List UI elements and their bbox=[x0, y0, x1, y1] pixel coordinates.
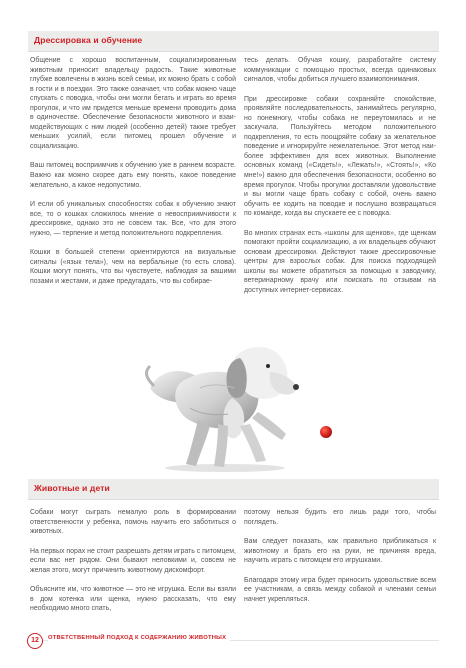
paragraph: Ваш питомец восприимчив к обучению уже в раннем возрасте. Важно как можно скорее дать ему понять, какое поведение желательно, а какое недопустимо. bbox=[30, 162, 236, 189]
footer-title: ОТВЕТСТВЕННЫЙ ПОДХОД К СОДЕРЖАНИЮ ЖИВОТНЫХ bbox=[48, 635, 230, 641]
page-number: 12 bbox=[27, 633, 43, 649]
paragraph: Вам следует показать, как правильно приближаться к животному и брать его на руки, не причиняя вреда, научить играть с питомцем его игрушками. bbox=[244, 538, 436, 565]
paragraph: И если об уникальных способностях собак к обучению знают все, то о кошках сложилось мнение о невосприимчивости к дрессировке, однако это не совсем так. Все, что для этого нужно, — терпение и метод положительного подкрепления. bbox=[30, 201, 236, 237]
paragraph: поэтому нельзя будить его лишь ради того, чтобы поглядеть. bbox=[244, 509, 436, 526]
section-title-kids: Животные и дети bbox=[34, 483, 110, 493]
section-header-training bbox=[28, 31, 439, 52]
page-footer bbox=[0, 630, 466, 654]
paragraph: На первых порах не стоит разрешать детям играть с питомцем, если вас нет рядом. Они бывают неловкими и, совсем не желая этого, могут причинить животному дискомфорт. bbox=[30, 547, 236, 574]
paragraph: тесь делать. Обучая кошку, разработайте систему коммуникации с помощью простых, всегда одинаковых сигналов, чтобы добиться лучшего взаимопонимания. bbox=[244, 57, 436, 84]
paragraph: Общение с хорошо воспитанным, социализированным животным приносит владельцу радость. Такие животные глубже вовлечены в жизнь всей семьи, их можно брать с собой в гости и в поездки. Это также означает, что собак можно чаще спускать с поводка, чтобы они могли бегать и играть во время прогулок, и что им придется меньше времени проводить дома в одиночестве. Обеспечение безопасности животного и взаимодействующих с ним людей (особенно детей) также требует меньших усилий, если питомец прошел обучение и социализацию. bbox=[30, 57, 236, 150]
paragraph: Объясните им, что животное — это не игрушка. Если вы взяли в дом котенка или щенка, нужно рассказать, что ему необходимо много спать, bbox=[30, 586, 236, 613]
kids-left-column bbox=[30, 508, 236, 614]
dog-with-ball-illustration bbox=[140, 328, 365, 476]
kids-right-column bbox=[244, 508, 436, 604]
training-left-column bbox=[30, 56, 236, 286]
section-title-training: Дрессировка и обучение bbox=[34, 35, 143, 45]
paragraph: Кошки в большей степени ориентируются на визуальные сигналы («язык тела»), чем на вербальные (то есть слова). Кошки могут понять, что вы чувствуете, наблюдая за вашими позами и жестами, и даже предугадать, что вы собирае- bbox=[30, 249, 236, 285]
paragraph: При дрессировке собаки сохраняйте спокойствие, проявляйте последовательность, занимайтесь регулярно, но понемногу, чтобы собака не переутомилась и не заскучала. Пользуйтесь методом положительного подкрепления, то есть поощряйте собаку за желательное поведение и игнорируйте нежелательное. Этот метод наиболее эффективен для всех животных. Выполнение основных команд («Сидеть!», «Лежать!», «Стоять!», «Ко мне!») важно для обеспечения безопасности, особенно во время прогулок. Чтобы прогулки доставляли удовольствие и вы могли чаще брать собаку с собой, очень важно обучить ее ходить на поводке и послушно возвращаться по команде, когда вы спускаете ее с поводка. bbox=[244, 95, 436, 218]
paragraph: Благодаря этому игра будет приносить удовольствие всем ее участникам, а связь между собакой и членами семьи начнет укрепляться. bbox=[244, 576, 436, 603]
section-header-kids bbox=[28, 479, 439, 500]
paragraph: Собаки могут сыграть немалую роль в формировании ответственности у ребенка, помочь научить его заботиться о животных. bbox=[30, 509, 236, 536]
paragraph: Во многих странах есть «школы для щенков», где щенкам помогают пройти социализацию, а их владельцев обучают основам дрессировки. Действуют также дрессировочные центры для взрослых собак. Для поиска подходящей школы вы можете обратиться за помощью к заводчику, ветеринарному врачу или поискать по отзывам на доступных интернет-сервисах. bbox=[244, 229, 436, 295]
training-right-column bbox=[244, 56, 436, 296]
